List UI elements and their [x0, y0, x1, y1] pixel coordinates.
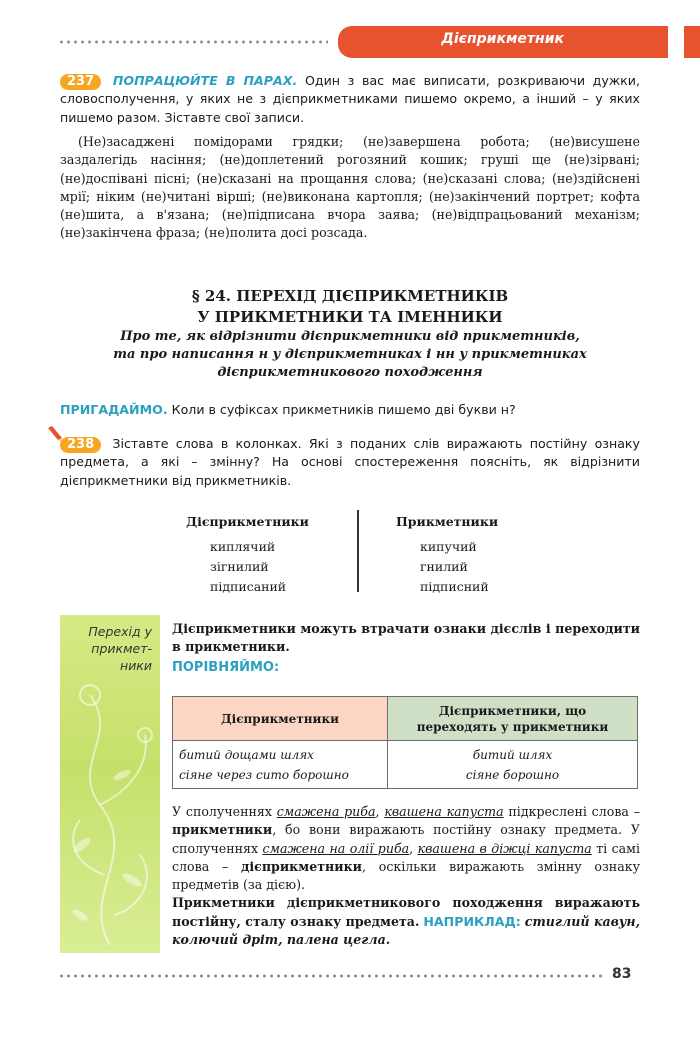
participles-column	[186, 512, 346, 597]
exercise-237-instruction	[60, 72, 640, 127]
chapter-tab-label: Дієприкметник	[441, 31, 564, 47]
rule-statement: Дієприкметники можуть втрачати ознаки дієслів і переходити в прикметники.	[172, 621, 640, 655]
section-subtitle-line: та про написання н у дієприкметниках і нн у прикметниках	[113, 347, 587, 362]
explanation-paragraph	[172, 894, 640, 949]
column-header: Дієприкметники	[186, 514, 309, 529]
table-header-line: Дієприкметники, що	[438, 703, 587, 718]
exercise-237-word-list: (Не)засаджені помідорами грядки; (не)завершена робота; (не)висушене заздалегідь насіння; (не)доплетений рогозяний кошик; груші ще (не)зірвані; (не)доспівані пісні; (не)сказані на прощання слова; (не)сказані слова; (не)здійснені мрії; ніким (не)читані вірші; (не)виконана картопля; (не)закінчений портрет; кофта (не)шита, а в'язана; (не)підписана вчора заява; (не)відпрацьований механізм; (не)закінчена фраза; (не)полита досі розсада.	[60, 134, 640, 241]
text-run: , оскільки виражають змінну ознаку предметів (за дією).	[172, 858, 640, 893]
side-label-line: Перехід у	[88, 624, 152, 639]
side-label-line: прикмет-	[91, 641, 152, 656]
example-words: стиглий кавун, колючий дріт, палена цегла.	[172, 913, 640, 948]
explanation-paragraph	[172, 803, 640, 894]
table-header-line: переходять у прикметники	[416, 719, 609, 734]
table-header	[388, 697, 638, 741]
text-run: ,	[375, 804, 385, 819]
section-subtitle	[60, 328, 640, 382]
section-subtitle-line: дієприкметникового походження	[217, 365, 483, 380]
compare-label: ПОРІВНЯЙМО:	[172, 660, 280, 675]
text-run: ,	[409, 840, 418, 856]
footer-dotted-rule	[58, 974, 602, 978]
recall-question	[60, 401, 640, 419]
recall-label: ПРИГАДАЙМО.	[60, 402, 168, 417]
text-run: , бо вони виражають постійну ознаку предмета. У сполученнях	[172, 822, 640, 856]
table-header: Дієприкметники	[173, 697, 388, 741]
section-subtitle-line: Про те, як відрізнити дієприкметники від прикметників,	[120, 329, 580, 344]
section-title	[60, 286, 640, 328]
underlined-phrase: квашена в діжці капуста	[417, 840, 592, 856]
text-run: У сполученнях	[172, 804, 277, 819]
text-run: ті самі слова –	[172, 840, 640, 874]
column-word: киплячий	[210, 539, 276, 554]
column-divider	[357, 510, 359, 592]
column-word: підписний	[420, 579, 489, 594]
recall-text: Коли в суфіксах прикметників пишемо дві букви н?	[171, 402, 516, 417]
rule-text: Прикметники дієприкметникового походження виражають постійну, сталу ознаку предмета.	[172, 895, 640, 929]
table-cell	[173, 741, 388, 789]
exercise-instruction-text: Зіставте слова в колонках. Які з поданих слів виражають постійну ознаку предмета, а які – змінну? На основі спостереження поясніть, як відрізнити дієприкметники від прикметників.	[60, 436, 640, 488]
table-cell-line: сіяне через сито борошно	[179, 767, 349, 782]
table-cell	[388, 741, 638, 789]
chapter-tab	[338, 26, 668, 58]
exercise-instruction-text: Один з вас має виписати, розкриваючи дужки, словосполучення, у яких не з дієприкметниками пишемо окремо, а інший – у яких пишемо разом. Зіставте свої записи.	[60, 73, 640, 125]
column-word: зігнилий	[210, 559, 269, 574]
chapter-tab-edge	[684, 26, 700, 58]
column-word: гнилий	[420, 559, 468, 574]
side-margin-label	[60, 623, 152, 674]
column-header: Прикметники	[396, 514, 499, 529]
exercise-number-badge: 238	[60, 437, 101, 453]
header-dotted-rule	[58, 40, 328, 44]
exercise-number-badge: 237	[60, 74, 101, 90]
table-cell-line: битий дощами шлях	[179, 747, 314, 762]
bold-term: дієприкметники	[240, 858, 363, 874]
table-cell-line: сіяне борошно	[465, 767, 560, 782]
adjectives-column	[396, 512, 556, 597]
explanation-text	[172, 803, 640, 949]
text-run: підкреслені слова –	[503, 804, 641, 819]
task-heading: ПОПРАЦЮЙТЕ В ПАРАХ.	[112, 73, 298, 88]
exercise-238-instruction	[60, 435, 640, 490]
comparison-table	[172, 696, 638, 789]
column-word: підписаний	[210, 579, 287, 594]
underlined-phrase: квашена капуста	[384, 804, 504, 819]
underlined-phrase: смажена риба	[276, 804, 376, 819]
example-label: НАПРИКЛАД:	[423, 913, 521, 929]
section-title-line: § 24. ПЕРЕХІД ДІЄПРИКМЕТНИКІВ	[191, 287, 509, 305]
side-label-line: ники	[120, 658, 152, 673]
section-title-line: У ПРИКМЕТНИКИ ТА ІМЕННИКИ	[197, 308, 503, 326]
table-cell-line: битий шлях	[472, 747, 553, 762]
underlined-phrase: смажена на олії риба	[262, 840, 410, 856]
bold-term: прикметники	[172, 822, 273, 838]
page-number: 83	[612, 966, 632, 982]
column-word: кипучий	[420, 539, 477, 554]
